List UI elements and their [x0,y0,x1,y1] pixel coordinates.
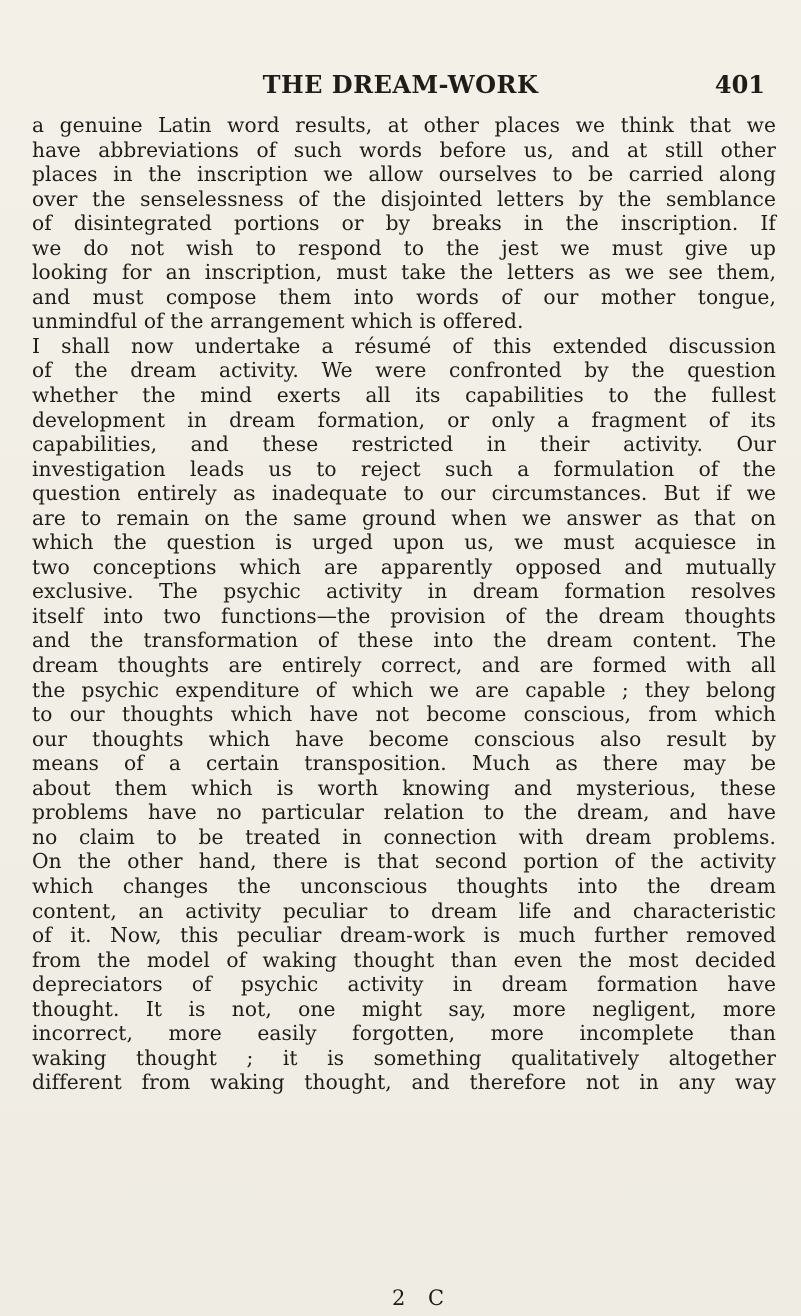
text-line: different from waking thought, and therefore not in any way [32,1070,776,1095]
text-line: over the senselessness of the disjointed letters by the semblance [32,186,776,211]
text-line: depreciators of psychic activity in dream formation have [32,972,776,997]
text-line: places in the inscription we allow ourselves to be carried along [32,162,776,187]
text-line: of disintegrated portions or by breaks in the inscription. If [32,211,776,236]
page-number: 401 [714,70,765,99]
text-line: two conceptions which are apparently opposed and mutually [32,554,776,579]
text-line: unmindful of the arrangement which is offered. [32,309,524,334]
text-line: to our thoughts which have not become conscious, from which [32,702,776,727]
text-line: have abbreviations of such words before us, and at still other [32,137,776,162]
text-line: about them which is worth knowing and mysterious, these [32,775,776,800]
text-line: of the dream activity. We were confronted by the question [32,358,776,383]
text-line: thought. It is not, one might say, more negligent, more [32,996,776,1021]
body-text [32,113,776,1095]
text-line: of it. Now, this peculiar dream-work is much further removed [32,923,776,948]
text-line: problems have no particular relation to the dream, and have [32,800,776,825]
text-line: whether the mind exerts all its capabilities to the fullest [32,383,776,408]
text-line: development in dream formation, or only a fragment of its [32,407,776,432]
text-line: means of a certain transposition. Much as there may be [32,751,776,776]
text-line: capabilities, and these restricted in their activity. Our [32,432,776,457]
signature-mark: 2 C [392,1286,453,1310]
running-head [30,62,771,102]
text-line: from the model of waking thought than even the most decided [32,947,776,972]
text-line: waking thought ; it is something qualitatively altogether [32,1045,776,1070]
text-line: the psychic expenditure of which we are capable ; they belong [32,677,776,702]
text-line: investigation leads us to reject such a formulation of the [32,456,776,481]
text-line: which the question is urged upon us, we must acquiesce in [32,530,776,555]
text-line: I shall now undertake a résumé of this extended discussion [32,333,776,358]
text-line: looking for an inscription, must take the letters as we see them, [32,260,776,285]
text-line: our thoughts which have become conscious also result by [32,726,776,751]
paragraph-resume [32,334,776,1095]
text-line: a genuine Latin word results, at other places we think that we [32,113,776,137]
text-line: we do not wish to respond to the jest we must give up [32,235,776,260]
paragraph-continuation [32,113,776,334]
text-line: exclusive. The psychic activity in dream formation resolves [32,579,776,604]
chapter-title: THE DREAM-WORK [262,70,539,99]
text-line: question entirely as inadequate to our circumstances. But if we [32,481,776,506]
text-line: content, an activity peculiar to dream life and characteristic [32,898,776,923]
text-line: incorrect, more easily forgotten, more incomplete than [32,1021,776,1046]
text-line: dream thoughts are entirely correct, and are formed with all [32,653,776,678]
text-line: On the other hand, there is that second portion of the activity [32,849,776,874]
text-line: itself into two functions—the provision of the dream thoughts [32,603,776,628]
text-line: are to remain on the same ground when we answer as that on [32,505,776,530]
text-line: and must compose them into words of our mother tongue, [32,284,776,309]
text-line: which changes the unconscious thoughts into the dream [32,873,776,898]
text-line: no claim to be treated in connection with dream problems. [32,824,776,849]
text-line: and the transformation of these into the dream content. The [32,628,776,653]
